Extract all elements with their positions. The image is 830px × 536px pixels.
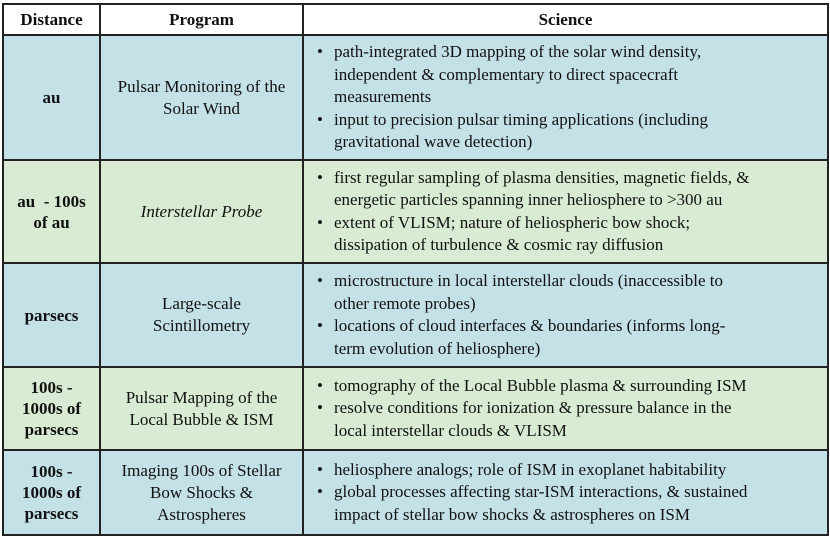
distance-cell bbox=[3, 160, 100, 263]
program-cell bbox=[100, 450, 303, 535]
science-cell bbox=[303, 367, 828, 450]
science-cell bbox=[303, 160, 828, 263]
program-line: Pulsar Mapping of the bbox=[125, 387, 278, 407]
science-line: • heliosphere analogs; role of ISM in exoplanet habitability bbox=[334, 459, 727, 479]
program-line: Scintillometry bbox=[152, 316, 251, 335]
distance-line: parsecs bbox=[24, 420, 79, 439]
science-bullet bbox=[308, 481, 821, 526]
science-line: • locations of cloud interfaces & boundaries (informs long- bbox=[334, 316, 726, 335]
science-bullet bbox=[308, 212, 821, 257]
science-bullet bbox=[308, 375, 821, 398]
science-bullet bbox=[308, 397, 821, 442]
program-cell bbox=[100, 367, 303, 450]
science-list bbox=[308, 375, 821, 443]
distance-cell bbox=[3, 35, 100, 160]
science-bullet bbox=[308, 41, 821, 109]
science-list bbox=[308, 270, 821, 360]
header-science: Science bbox=[303, 4, 828, 35]
science-bullet bbox=[308, 109, 821, 154]
program-line: Imaging 100s of Stellar bbox=[121, 460, 282, 480]
science-bullet bbox=[308, 270, 821, 315]
program-line: Solar Wind bbox=[163, 98, 240, 118]
science-line: • input to precision pulsar timing applications (including bbox=[334, 109, 708, 129]
science-line: • microstructure in local interstellar clouds (inaccessible to bbox=[334, 271, 723, 290]
table-row bbox=[3, 263, 828, 367]
science-cell bbox=[303, 450, 828, 535]
science-table-container bbox=[2, 3, 827, 524]
distance-cell bbox=[3, 263, 100, 367]
distance-cell bbox=[3, 450, 100, 535]
science-line: independent & complementary to direct spacecraft bbox=[334, 64, 679, 84]
distance-line: au - 100s bbox=[17, 191, 86, 211]
science-list bbox=[308, 459, 821, 527]
science-list bbox=[308, 167, 821, 257]
science-line: • extent of VLISM; nature of heliospheric bow shock; bbox=[334, 212, 691, 232]
distance-line: 1000s of bbox=[21, 483, 82, 502]
program-line: Bow Shocks & bbox=[150, 482, 253, 502]
science-line: term evolution of heliosphere) bbox=[334, 338, 541, 358]
distance-line: parsecs bbox=[24, 504, 79, 523]
science-line: energetic particles spanning inner heliosphere to >300 au bbox=[334, 190, 723, 209]
science-line: other remote probes) bbox=[334, 293, 476, 313]
program-line: Local Bubble & ISM bbox=[129, 409, 274, 429]
table-row bbox=[3, 450, 828, 535]
science-line: gravitational wave detection) bbox=[334, 132, 533, 152]
program-cell bbox=[100, 35, 303, 160]
science-cell bbox=[303, 35, 828, 160]
science-table bbox=[2, 3, 829, 536]
science-cell bbox=[303, 263, 828, 367]
science-bullet bbox=[308, 459, 821, 482]
table-row bbox=[3, 35, 828, 160]
science-bullet bbox=[308, 315, 821, 360]
science-line: measurements bbox=[334, 87, 432, 107]
program-line: Interstellar Probe bbox=[140, 201, 263, 221]
distance-cell bbox=[3, 367, 100, 450]
distance-line: 100s - bbox=[30, 378, 73, 397]
distance-line: parsecs bbox=[24, 305, 79, 325]
science-line: • global processes affecting star-ISM interactions, & sustained bbox=[334, 482, 748, 502]
table-row bbox=[3, 367, 828, 450]
distance-line: of au bbox=[33, 212, 70, 232]
table-row bbox=[3, 160, 828, 263]
header-distance: Distance bbox=[3, 4, 100, 35]
distance-line: au bbox=[42, 88, 61, 107]
science-line: • first regular sampling of plasma densities, magnetic fields, & bbox=[334, 167, 750, 187]
distance-line: 1000s of bbox=[21, 399, 82, 418]
science-line: • path-integrated 3D mapping of the solar wind density, bbox=[334, 42, 702, 62]
header-row bbox=[3, 4, 828, 35]
program-line: Pulsar Monitoring of the bbox=[117, 76, 286, 96]
science-line: impact of stellar bow shocks & astrospheres on ISM bbox=[334, 504, 690, 524]
science-line: dissipation of turbulence & cosmic ray diffusion bbox=[334, 235, 664, 254]
header-program: Program bbox=[100, 4, 303, 35]
program-cell bbox=[100, 263, 303, 367]
science-line: • resolve conditions for ionization & pressure balance in the bbox=[334, 398, 732, 418]
program-cell bbox=[100, 160, 303, 263]
distance-line: 100s - bbox=[30, 462, 73, 481]
science-line: • tomography of the Local Bubble plasma & surrounding ISM bbox=[334, 375, 747, 395]
program-line: Astrospheres bbox=[157, 504, 246, 524]
science-line: local interstellar clouds & VLISM bbox=[334, 420, 567, 440]
science-bullet bbox=[308, 167, 821, 212]
science-list bbox=[308, 41, 821, 154]
program-line: Large-scale bbox=[162, 294, 241, 313]
